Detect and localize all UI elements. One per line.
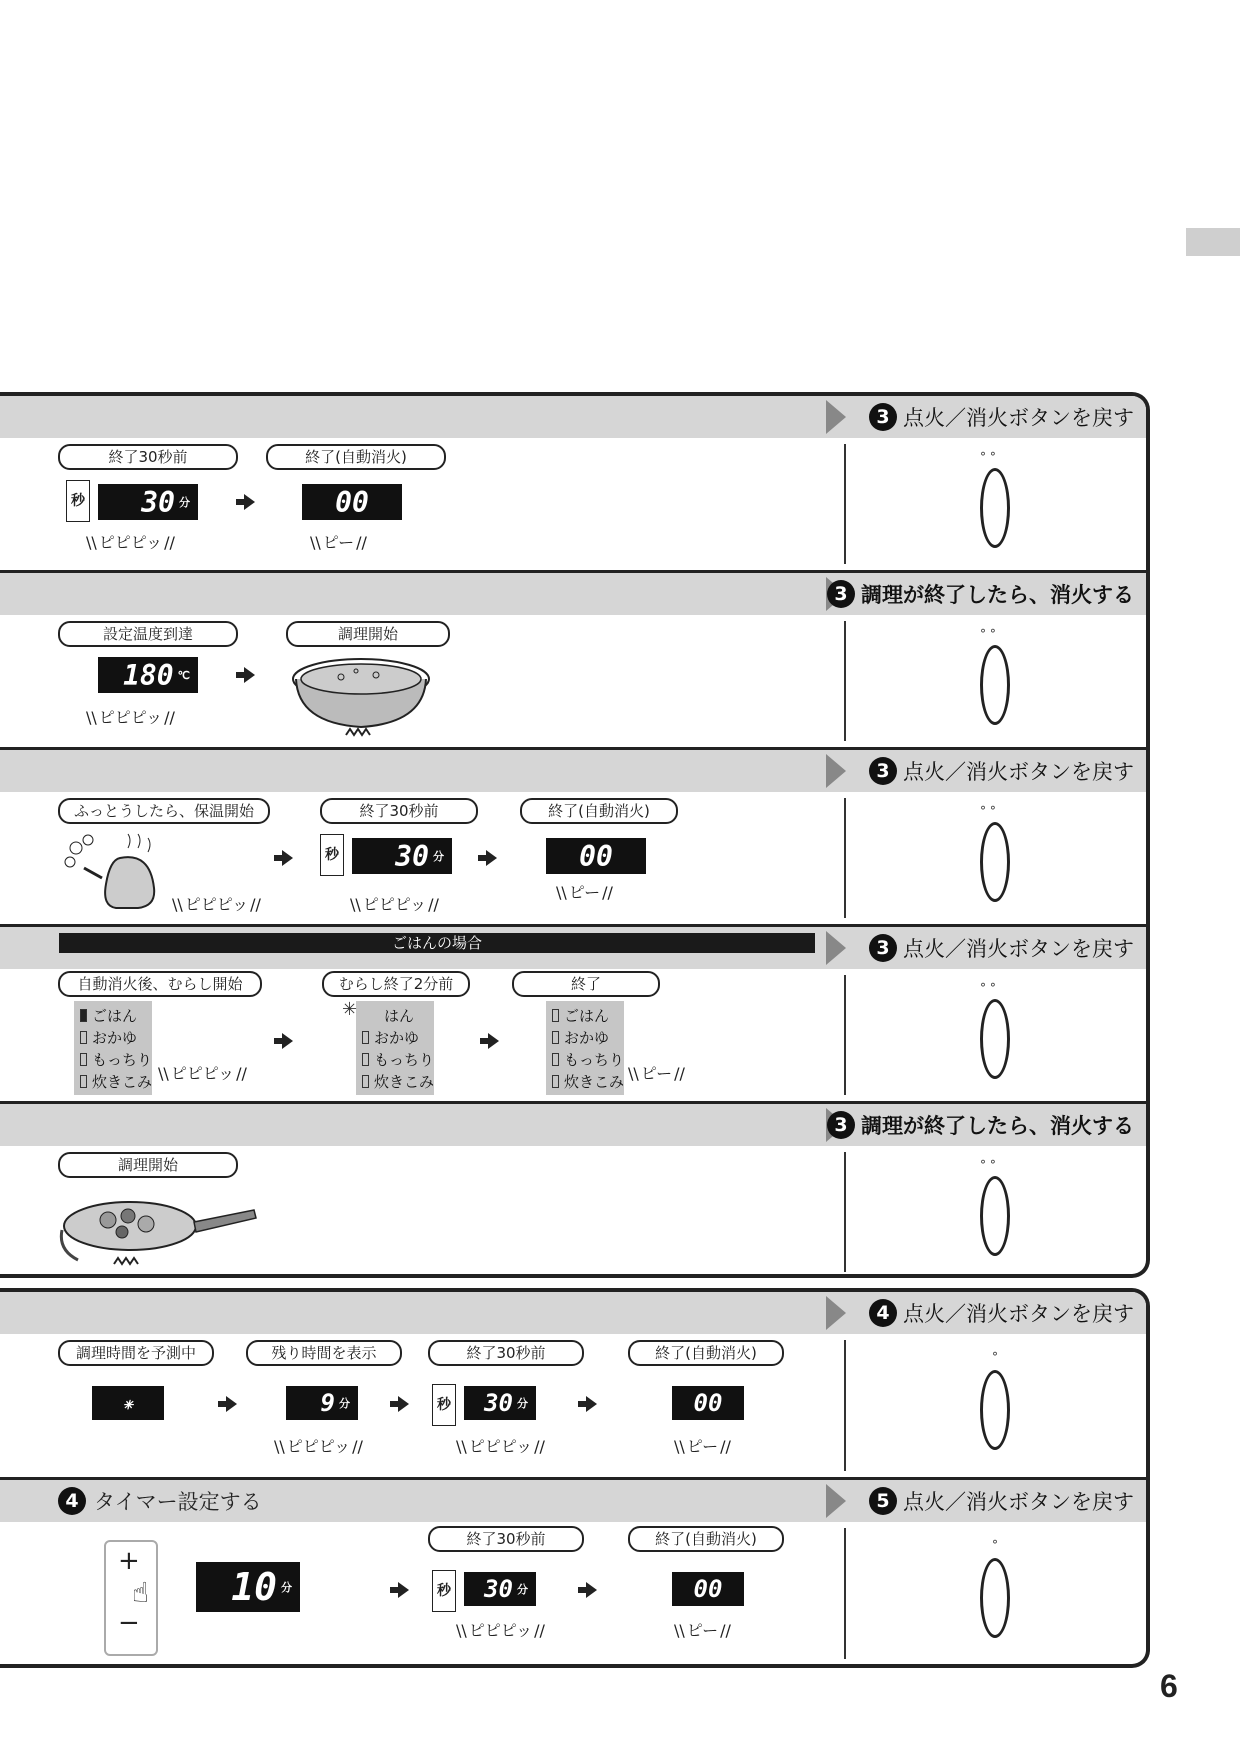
- knob-icon: [980, 1176, 1010, 1256]
- seconds-tag: 秒: [432, 1384, 456, 1426]
- step-text: 点火／消火ボタンを戻す: [903, 760, 1134, 784]
- pill-label: 設定温度到達: [58, 621, 238, 647]
- divider: [844, 444, 846, 564]
- step-label: [869, 933, 1134, 963]
- rice-mode-item: おかゆ: [374, 1029, 420, 1047]
- lcd-value: 30: [395, 839, 429, 873]
- lcd-value: 30: [484, 1389, 513, 1417]
- pill-label: ふっとうしたら、保温開始: [58, 798, 270, 824]
- seconds-tag: 秒: [320, 834, 344, 876]
- knob-icon: [980, 468, 1010, 548]
- next-arrow-icon: [282, 850, 293, 866]
- rice-case-bar: ごはんの場合: [59, 933, 815, 953]
- lcd-display-blinking: [672, 1386, 744, 1420]
- divider: [844, 1528, 846, 1659]
- pill-label: 終了(自動消火): [628, 1526, 784, 1552]
- beep-sound: \\ ピー //: [556, 880, 613, 903]
- next-arrow-icon: [244, 494, 255, 510]
- section-header: [0, 1104, 1146, 1146]
- pill-label: 終了30秒前: [428, 1340, 584, 1366]
- step-label: [869, 1298, 1134, 1328]
- blink-icon: ✳: [342, 999, 358, 1020]
- step-arrow-icon: [826, 754, 846, 788]
- step-number: 3: [869, 757, 897, 785]
- rice-mode-item: もっちり: [92, 1051, 153, 1069]
- step-arrow-icon: [826, 931, 846, 965]
- kettle-icon: [58, 828, 168, 914]
- section-header: [0, 1292, 1146, 1334]
- lcd-value: 30: [141, 485, 175, 519]
- lcd-unit: 分: [517, 1583, 528, 1596]
- next-arrow-icon: [488, 1033, 499, 1049]
- lcd-value: 00: [693, 1389, 723, 1417]
- timer-buttons[interactable]: [104, 1540, 158, 1656]
- lcd-value: 00: [693, 1575, 723, 1603]
- beep-sound: \\ ピー //: [674, 1434, 731, 1457]
- step-number: 4: [58, 1487, 86, 1515]
- step-label: [827, 579, 1134, 609]
- beep-sound: \\ ピピピッ //: [456, 1434, 545, 1457]
- flame-spark-icon: °: [992, 1350, 998, 1364]
- lcd-display-blinking: [546, 838, 646, 874]
- divider: [844, 798, 846, 918]
- pill-label: 調理開始: [58, 1152, 238, 1178]
- knob-icon: [980, 1370, 1010, 1450]
- step-text: タイマー設定する: [94, 1490, 262, 1514]
- rice-mode-item: もっちり: [374, 1051, 435, 1069]
- knob-icon: [980, 645, 1010, 725]
- next-arrow-icon: [244, 667, 255, 683]
- section-manual-timer: [0, 1480, 1146, 1665]
- beep-sound: \\ ピピピッ //: [350, 892, 439, 915]
- section-fry: [0, 573, 1146, 750]
- step-label: [869, 402, 1134, 432]
- step-number: 4: [869, 1299, 897, 1327]
- step-text: 点火／消火ボタンを戻す: [903, 1490, 1134, 1514]
- divider: [844, 621, 846, 741]
- rice-mode-item: 炊きこみ: [374, 1073, 435, 1091]
- seconds-tag: 秒: [432, 1570, 456, 1612]
- beep-sound: \\ ピー //: [310, 530, 367, 553]
- rice-mode-panel: [546, 1001, 624, 1095]
- lcd-unit: 分: [281, 1581, 292, 1594]
- divider: [844, 1340, 846, 1471]
- lcd-value: 180: [123, 658, 174, 692]
- beep-sound: \\ ピピピッ //: [456, 1618, 545, 1641]
- flame-spark-icon: °: [992, 1538, 998, 1552]
- frying-pan-icon: [58, 1180, 258, 1272]
- lcd-value: 00: [579, 839, 613, 873]
- procedure-group-2: [0, 1288, 1150, 1668]
- section-auto-timer: [0, 1292, 1146, 1480]
- lcd-display: [286, 1386, 358, 1420]
- seconds-tag: 秒: [66, 480, 90, 522]
- knob-icon: [980, 1558, 1010, 1638]
- step-number: 3: [827, 1111, 855, 1139]
- step-text: 調理が終了したら、消火する: [861, 1114, 1134, 1138]
- divider: [844, 975, 846, 1095]
- pill-label: 調理時間を予測中: [58, 1340, 214, 1366]
- beep-sound: \\ ピピピッ //: [86, 705, 175, 728]
- pill-label: 終了30秒前: [58, 444, 238, 470]
- flame-spark-icon: ° °: [980, 627, 996, 641]
- flame-spark-icon: ° °: [980, 981, 996, 995]
- knob-icon: [980, 999, 1010, 1079]
- lcd-display-blinking: [672, 1572, 744, 1606]
- pill-label: 終了(自動消火): [628, 1340, 784, 1366]
- section-timer-end: [0, 396, 1146, 573]
- beep-sound: \\ ピピピッ //: [158, 1061, 247, 1084]
- section-header: [0, 396, 1146, 438]
- next-arrow-icon: [282, 1033, 293, 1049]
- hand-pointer-icon: ☝: [132, 1576, 150, 1609]
- step-number: 5: [869, 1487, 897, 1515]
- section-header: [0, 1480, 1146, 1522]
- lcd-display: [98, 484, 198, 520]
- lcd-unit: 分: [517, 1397, 528, 1410]
- lcd-display-blinking: [302, 484, 402, 520]
- pill-label: 調理開始: [286, 621, 450, 647]
- lcd-display: [464, 1386, 536, 1420]
- rice-mode-item: ごはん: [92, 1007, 138, 1025]
- next-arrow-icon: [486, 850, 497, 866]
- next-arrow-icon: [398, 1396, 409, 1412]
- lcd-display: [352, 838, 452, 874]
- step-text: 点火／消火ボタンを戻す: [903, 1302, 1134, 1326]
- knob-icon: [980, 822, 1010, 902]
- flame-spark-icon: ° °: [980, 1158, 996, 1172]
- rice-mode-panel: [74, 1001, 152, 1095]
- lcd-display: [98, 657, 198, 693]
- beep-sound: \\ ピー //: [674, 1618, 731, 1641]
- flame-spark-icon: ° °: [980, 450, 996, 464]
- divider: [844, 1152, 846, 1272]
- lcd-value: 10: [231, 1565, 277, 1609]
- left-step-label: [58, 1486, 262, 1516]
- rice-mode-panel-blinking: [356, 1001, 434, 1095]
- lcd-value: 30: [484, 1575, 513, 1603]
- step-number: 3: [869, 403, 897, 431]
- step-number: 3: [827, 580, 855, 608]
- step-text: 点火／消火ボタンを戻す: [903, 937, 1134, 961]
- lcd-value: 9: [320, 1389, 335, 1417]
- beep-sound: \\ ピピピッ //: [172, 892, 261, 915]
- pill-label: 終了30秒前: [428, 1526, 584, 1552]
- section-boil: [0, 750, 1146, 927]
- minus-button[interactable]: −: [118, 1608, 140, 1638]
- beep-sound: \\ ピー //: [628, 1061, 685, 1084]
- pill-label: 自動消火後、むらし開始: [58, 971, 262, 997]
- rice-mode-item: 炊きこみ: [564, 1073, 625, 1091]
- step-text: 点火／消火ボタンを戻す: [903, 406, 1134, 430]
- lcd-display: [196, 1562, 300, 1612]
- section-header: [0, 750, 1146, 792]
- step-arrow-icon: [826, 1484, 846, 1518]
- next-arrow-icon: [226, 1396, 237, 1412]
- pill-label: 終了(自動消火): [266, 444, 446, 470]
- lcd-unit: 分: [433, 850, 444, 863]
- beep-sound: \\ ピピピッ //: [274, 1434, 363, 1457]
- pill-label: 終了(自動消火): [520, 798, 678, 824]
- lcd-display-predicting: ✳: [92, 1386, 164, 1420]
- rice-mode-item: おかゆ: [564, 1029, 610, 1047]
- lcd-unit: 分: [179, 496, 190, 509]
- step-number: 3: [869, 934, 897, 962]
- step-label: [827, 1110, 1134, 1140]
- step-text: 調理が終了したら、消火する: [861, 583, 1134, 607]
- rice-mode-item: もっちり: [564, 1051, 625, 1069]
- pill-label: 残り時間を表示: [246, 1340, 402, 1366]
- next-arrow-icon: [398, 1582, 409, 1598]
- step-arrow-icon: [826, 1296, 846, 1330]
- lcd-unit: ℃: [177, 668, 190, 682]
- page-number: 6: [1160, 1668, 1178, 1704]
- procedure-group-1: [0, 392, 1150, 1278]
- rice-mode-item: 炊きこみ: [92, 1073, 153, 1091]
- section-stirfry: [0, 1104, 1146, 1278]
- lcd-display: [464, 1572, 536, 1606]
- pill-label: むらし終了2分前: [322, 971, 470, 997]
- next-arrow-icon: [586, 1582, 597, 1598]
- lcd-value: 00: [335, 485, 369, 519]
- next-arrow-icon: [586, 1396, 597, 1412]
- section-header: [0, 927, 1146, 969]
- lcd-unit: 分: [339, 1397, 350, 1410]
- pill-label: 終了: [512, 971, 660, 997]
- pill-label: 終了30秒前: [320, 798, 478, 824]
- rice-mode-item: ごはん: [564, 1007, 610, 1025]
- flame-spark-icon: ° °: [980, 804, 996, 818]
- plus-button[interactable]: +: [118, 1546, 140, 1576]
- side-index-tab: [1186, 228, 1240, 256]
- rice-mode-item: はん: [384, 1007, 415, 1025]
- section-header: [0, 573, 1146, 615]
- step-label: [869, 1486, 1134, 1516]
- fry-pot-icon: [286, 651, 436, 743]
- rice-mode-item: おかゆ: [92, 1029, 138, 1047]
- step-arrow-icon: [826, 400, 846, 434]
- section-rice: [0, 927, 1146, 1104]
- beep-sound: \\ ピピピッ //: [86, 530, 175, 553]
- step-label: [869, 756, 1134, 786]
